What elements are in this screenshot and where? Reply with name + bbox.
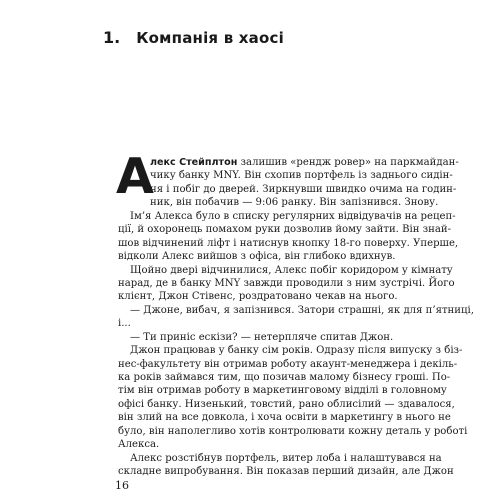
text-line: складне випробування. Він показав перший дизайн, але Джон [118,466,454,478]
character-name: лекс Стейплтон [150,157,238,168]
paragraph [118,344,468,452]
text-line: тім він отримав роботу в маркетинговому відділі в головному [118,385,447,397]
paragraph [118,452,454,479]
opening-paragraph [116,148,459,210]
text-line: Алекс розстібнув портфель, витер лоба і налаштувався на [130,452,442,464]
text-line: нарад, де в банку MNY завжди проводили з ним зустрічі. Його [118,277,455,289]
dialogue-line: — Ти приніс ескізи? — нетерпляче спитав Джон. [130,331,394,343]
paragraph [118,210,459,264]
text-line: шов відчинений ліфт і натиснув кнопку 18-го поверху. Уперше, [118,237,459,249]
text-line: Щойно двері відчинилися, Алекс побіг коридором у кімнату [130,264,453,276]
text-line: Алекса. [118,439,160,451]
dialogue [118,304,474,344]
chapter-title: Компанія в хаосі [136,29,284,47]
text-line: ня і побіг до дверей. Зиркнувши швидко очима на годин- [150,183,457,195]
text-line: ник, він побачив — 9:06 ранку. Він запізнився. Знову. [150,197,439,209]
text-line: клієнт, Джон Стівенс, роздратовано чекав на нього. [118,291,398,303]
text-line: і... [118,318,131,330]
text-line: ції, й охоронець помахом руки дозволив йому зайти. Він знай- [118,224,452,236]
text-line: відколи Алекс вийшов з офіса, він глибоко вдихнув. [118,251,396,263]
text-line [118,156,459,169]
drop-cap: А [116,148,154,205]
text-fragment: залишив «рендж ровер» на паркмайдан- [237,157,459,168]
dialogue-line: — Джоне, вибач, я запізнився. Затори страшні, як для п’ятниці, [130,304,474,316]
text-line: він злий на все довкола, і хоча освіти в маркетингу в нього не [118,412,451,424]
chapter-number: 1. [103,28,121,47]
text-line: чику банку MNY. Він схопив портфель із заднього сидін- [150,170,453,182]
text-line: ка років займався тим, що позичав малому бізнесу гроші. По- [118,372,451,383]
body-text [116,148,474,479]
paragraph [118,264,455,304]
text-line: нес-факультету він отримав роботу акаунт-менеджера і декіль- [118,358,458,370]
chapter-heading [103,28,284,47]
text-line: Ім’я Алекса було в списку регулярних відвідувачів на рецеп- [130,210,456,222]
page-number: 16 [115,479,129,492]
text-line: було, він наполегливо хотів контролювати кожну деталь у роботі [118,425,468,437]
text-line: офісі банку. Низенький, товстий, рано облисілий — здавалося, [118,398,455,410]
text-line: Джон працював у банку сім років. Одразу після випуску з біз- [130,345,463,357]
